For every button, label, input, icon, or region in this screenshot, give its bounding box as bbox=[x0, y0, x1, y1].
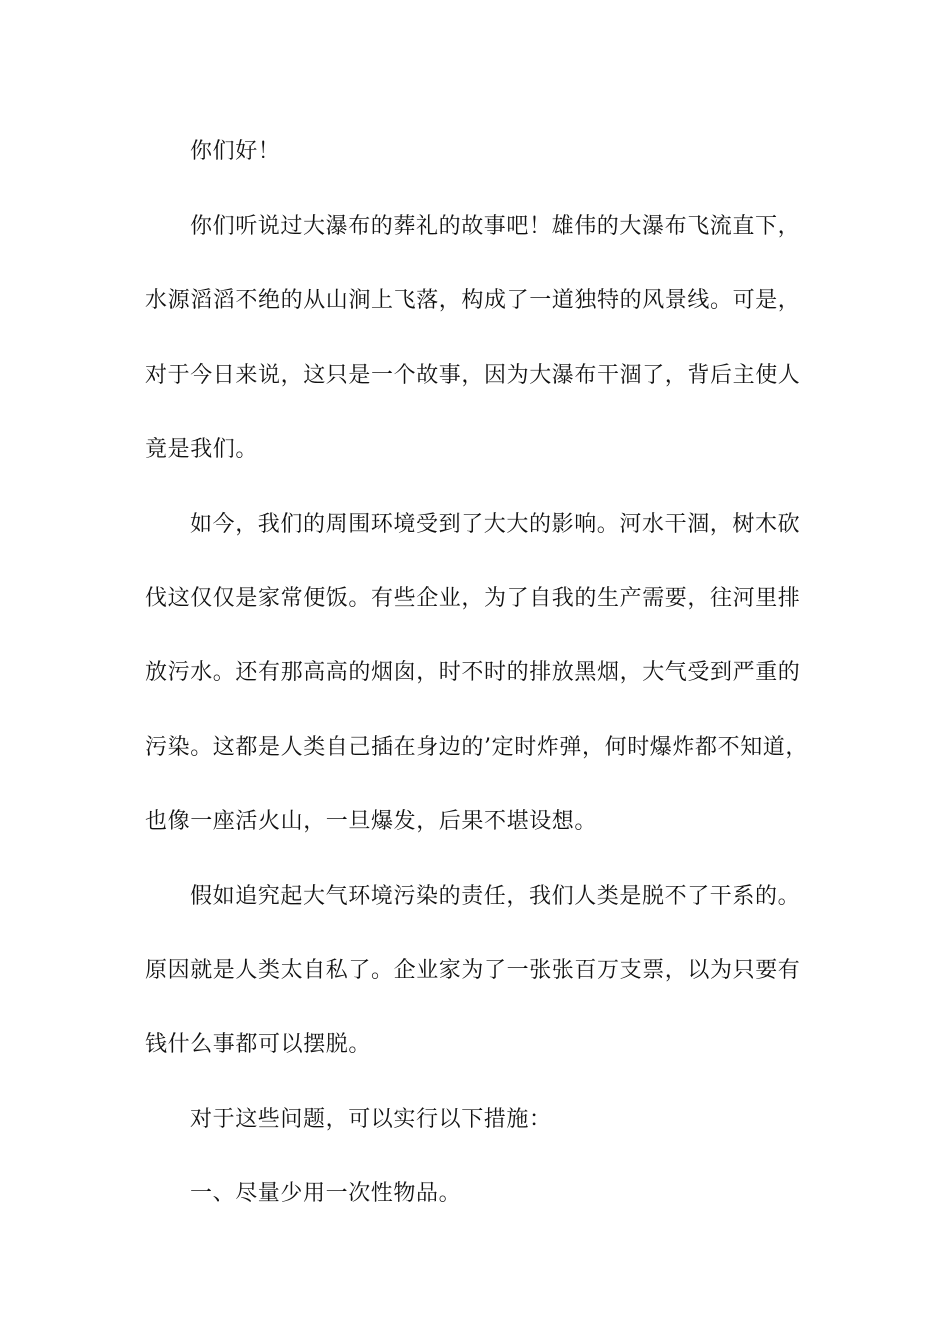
paragraph-2-line-1: 如今，我们的周围环境受到了大大的影响。河水干涸，树木砍 bbox=[190, 512, 801, 537]
measure-1-line: 一、尽量少用一次性物品。 bbox=[190, 1181, 462, 1206]
paragraph-2-line-5: 也像一座活火山，一旦爆发，后果不堪设想。 bbox=[145, 809, 598, 834]
paragraph-3-line-1: 假如追究起大气环境污染的责任，我们人类是脱不了干系的。 bbox=[190, 884, 801, 909]
paragraph-2-line-4: 污染。这都是人类自己插在身边的’定时炸弹，何时爆炸都不知道， bbox=[145, 735, 808, 760]
paragraph-1-line-1: 你们听说过大瀑布的葬礼的故事吧！雄伟的大瀑布飞流直下， bbox=[190, 214, 801, 239]
paragraph-1-line-3: 对于今日来说，这只是一个故事，因为大瀑布干涸了，背后主使人 bbox=[145, 363, 801, 388]
greeting-line: 你们好！ bbox=[190, 139, 281, 164]
measures-intro-line: 对于这些问题，可以实行以下措施： bbox=[190, 1107, 552, 1132]
paragraph-1-line-2: 水源滔滔不绝的从山涧上飞落，构成了一道独特的风景线。可是， bbox=[145, 288, 801, 313]
paragraph-2-line-2: 伐这仅仅是家常便饭。有些企业，为了自我的生产需要，往河里排 bbox=[145, 586, 801, 611]
paragraph-3-line-2: 原因就是人类太自私了。企业家为了一张张百万支票，以为只要有 bbox=[145, 958, 801, 983]
paragraph-1-line-4: 竟是我们。 bbox=[145, 437, 259, 462]
paragraph-2-line-3: 放污水。还有那高高的烟囱，时不时的排放黑烟，大气受到严重的 bbox=[145, 660, 801, 685]
paragraph-3-line-3: 钱什么事都可以摆脱。 bbox=[145, 1032, 372, 1057]
